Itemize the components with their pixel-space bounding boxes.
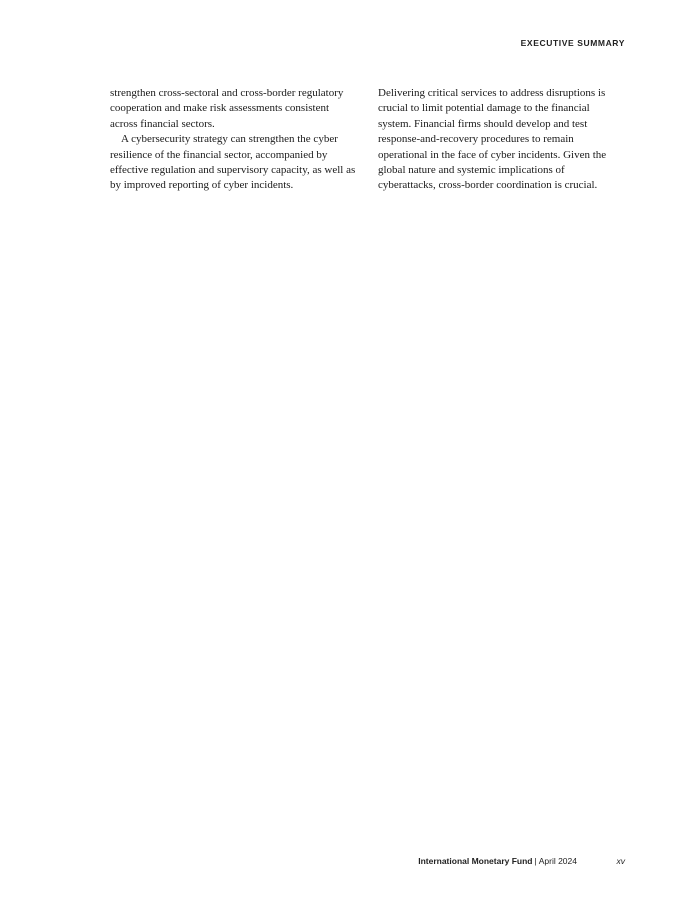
footer-organization: International Monetary Fund [418, 856, 533, 866]
paragraph-critical-services: Delivering critical services to address disruptions is crucial to limit potential damage to the financial system. Financial firms should develop and test response-and-recovery procedures to remain operational in the face of cyber incidents. Given the global nature and systemic implications of cyberattacks, cross-border coordination is crucial. [378, 87, 607, 192]
page-footer [0, 856, 700, 870]
right-text-column [378, 86, 614, 194]
running-head-section-title: EXECUTIVE SUMMARY [520, 38, 625, 48]
page-number: xv [616, 856, 625, 866]
left-text-column [110, 86, 358, 194]
footer-date: April 2024 [538, 856, 577, 866]
footer-publication-info [418, 856, 577, 866]
footer-separator: | [534, 856, 537, 866]
paragraph-continuation: strengthen cross-sectoral and cross-border regulatory cooperation and make risk assessments consistent across financial sectors. [110, 87, 344, 130]
paragraph-cybersecurity-strategy: A cybersecurity strategy can strengthen the cyber resilience of the financial sector, accompanied by effective regulation and supervisory capacity, as well as by improved reporting of cyber incidents. [110, 133, 356, 192]
